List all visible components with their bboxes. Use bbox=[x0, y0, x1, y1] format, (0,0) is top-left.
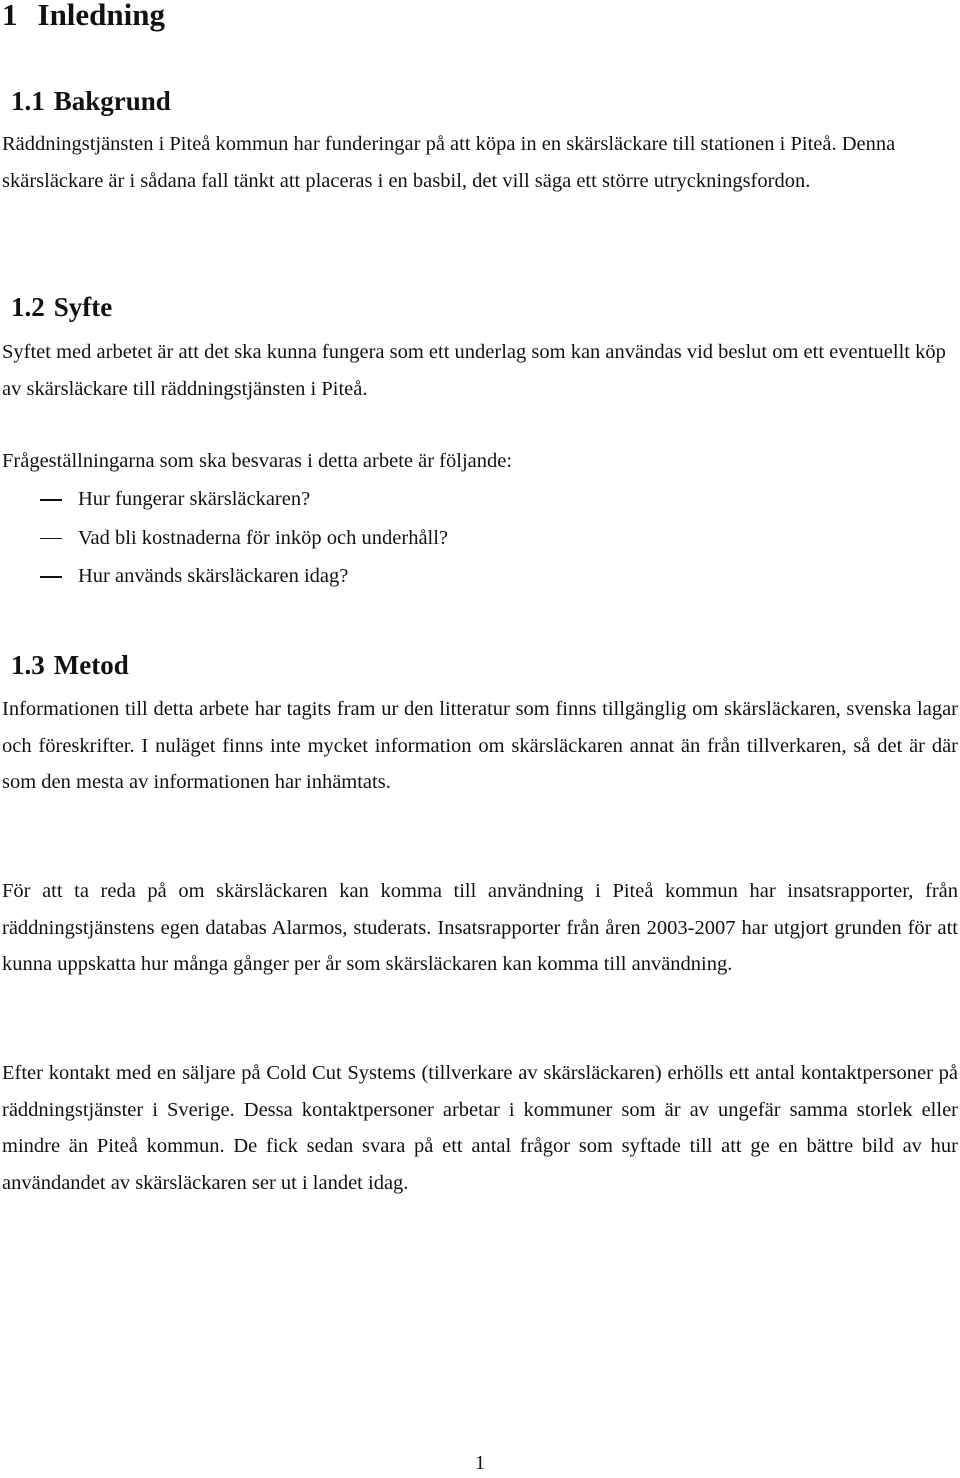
syfte-paragraph: Syftet med arbetet är att det ska kunna fungera som ett underlag som kan användas vid beslut om ett eventuellt köp av skärsläckare till räddningstjänsten i Piteå. bbox=[2, 341, 946, 400]
chapter-heading bbox=[2, 0, 165, 38]
section-number: 1.3 bbox=[11, 650, 45, 680]
section-heading-syfte bbox=[11, 289, 112, 325]
questions-list bbox=[2, 480, 448, 596]
metod-paragraph-2: För att ta reda på om skärsläckaren kan komma till användning i Piteå kommun har insatsrapporter, från räddningstjänstens egen databas Alarmos, studerats. Insatsrapporter från åren 2003-2007 har utgjort grunden för att kunna uppskatta hur många gånger per år som skärsläckaren kan komma till användning. bbox=[2, 880, 958, 975]
page-number: 1 bbox=[474, 1452, 486, 1474]
dash-bullet-icon bbox=[40, 538, 62, 540]
list-item: Vad bli kostnaderna för inköp och underhåll? bbox=[2, 519, 448, 558]
section-title: Bakgrund bbox=[53, 86, 171, 116]
chapter-number: 1 bbox=[2, 0, 18, 32]
dash-bullet-icon bbox=[40, 576, 62, 578]
section-heading-metod bbox=[11, 647, 129, 683]
section-heading-bakgrund bbox=[11, 83, 171, 119]
section-number: 1.1 bbox=[11, 86, 45, 116]
metod-paragraph-1: Informationen till detta arbete har tagits fram ur den litteratur som finns tillgänglig om skärsläckaren, svenska lagar och föreskrifter. I nuläget finns inte mycket information om skärsläckaren annat än från tillverkaren, så det är där som den mesta av informationen har inhämtats. bbox=[2, 698, 958, 793]
questions-intro: Frågeställningarna som ska besvaras i detta arbete är följande: bbox=[2, 450, 513, 472]
section-title: Syfte bbox=[53, 292, 113, 322]
metod-paragraph-3: Efter kontakt med en säljare på Cold Cut Systems (tillverkare av skärsläckaren) erhölls ett antal kontaktpersoner på räddningstjänster i Sverige. Dessa kontaktpersoner arbetar i kommuner som är av ungefär samma storlek eller mindre än Piteå kommun. De fick sedan svara på ett antal frågor som syftade till att ge en bättre bild av hur användandet av skärsläckaren ser ut i landet idag. bbox=[2, 1062, 958, 1194]
dash-bullet-icon bbox=[40, 499, 62, 501]
list-item: Hur används skärsläckaren idag? bbox=[2, 557, 448, 596]
bakgrund-paragraph: Räddningstjänsten i Piteå kommun har funderingar på att köpa in en skärsläckare till stationen i Piteå. Denna skärsläckare är i sådana fall tänkt att placeras i en basbil, det vill säga ett större utryckningsfordon. bbox=[2, 133, 896, 192]
list-item: Hur fungerar skärsläckaren? bbox=[2, 480, 448, 519]
chapter-title: Inledning bbox=[37, 0, 166, 32]
section-title: Metod bbox=[53, 650, 129, 680]
section-number: 1.2 bbox=[11, 292, 45, 322]
